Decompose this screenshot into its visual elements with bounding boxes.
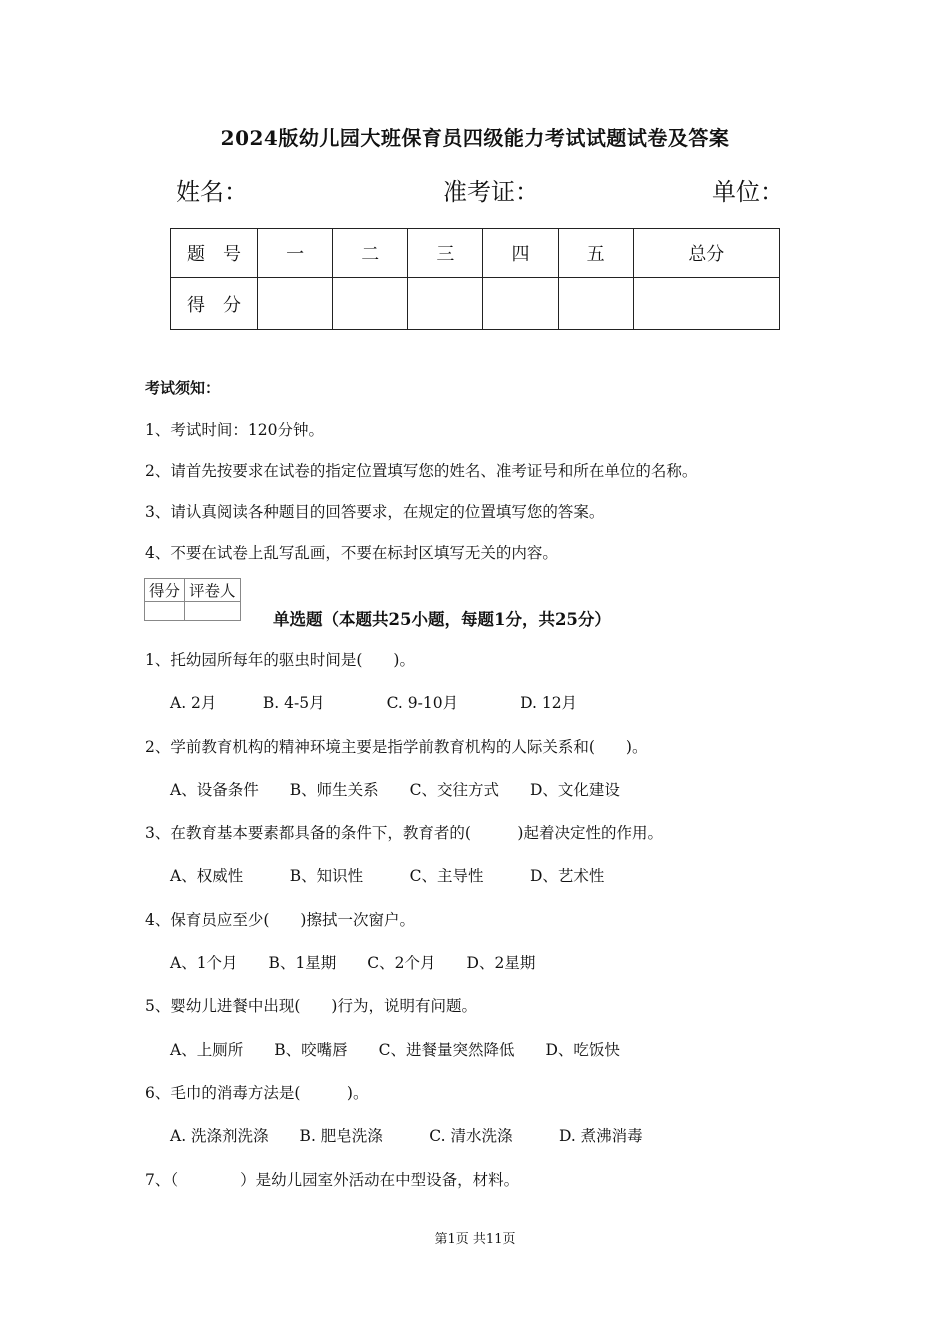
question-options: A. 洗涤剂洗涤 B. 肥皂洗涤 C. 清水洗涤 D. 煮沸消毒 [170,1127,643,1145]
score-header-cell: 一 [258,229,333,278]
question-options: A. 2月 B. 4-5月 C. 9-10月 D. 12月 [170,694,578,712]
score-header-cell: 二 [333,229,408,278]
question-options: A、权威性 B、知识性 C、主导性 D、艺术性 [170,867,605,885]
unit-field-label: 单位： [712,178,784,206]
ticket-field-label: 准考证： [443,178,539,206]
notice-title: 考试须知： [145,379,221,397]
score-header-cell: 总分 [633,229,779,278]
score-cell[interactable] [483,278,558,330]
score-header-cell: 四 [483,229,558,278]
score-cell[interactable] [333,278,408,330]
name-field-label: 姓名： [176,178,248,206]
question-text: 4、保育员应至少( )擦拭一次窗户。 [145,911,415,929]
grader-box [144,578,241,621]
question-text: 7、（ ）是幼儿园室外活动在中型设备，材料。 [145,1171,520,1189]
question-text: 1、托幼园所每年的驱虫时间是( )。 [145,651,415,669]
question-options: A、设备条件 B、师生关系 C、交往方式 D、文化建设 [170,781,620,799]
notice-item: 3、请认真阅读各种题目的回答要求，在规定的位置填写您的答案。 [145,503,605,521]
page-footer: 第1页 共11页 [434,1232,516,1247]
question-text: 2、学前教育机构的精神环境主要是指学前教育机构的人际关系和( )。 [145,738,648,756]
score-row-label: 得 分 [171,278,258,330]
grader-name-label: 评卷人 [185,579,241,602]
question-text: 6、毛巾的消毒方法是( )。 [145,1084,369,1102]
question-options: A、1个月 B、1星期 C、2个月 D、2星期 [170,954,536,972]
score-cell[interactable] [408,278,483,330]
question-options: A、上厕所 B、咬嘴唇 C、进餐量突然降低 D、吃饭快 [170,1041,620,1059]
score-cell[interactable] [633,278,779,330]
notice-item: 1、考试时间：120分钟。 [145,421,324,439]
score-table [170,228,780,330]
score-cell[interactable] [558,278,633,330]
notice-item: 4、不要在试卷上乱写乱画，不要在标封区填写无关的内容。 [145,544,558,562]
score-header-cell: 题 号 [171,229,258,278]
score-header-cell: 五 [558,229,633,278]
notice-item: 2、请首先按要求在试卷的指定位置填写您的姓名、准考证号和所在单位的名称。 [145,462,698,480]
section-title: 单选题（本题共25小题，每题1分，共25分） [273,610,611,629]
grader-name-cell[interactable] [185,602,241,621]
score-header-cell: 三 [408,229,483,278]
grader-score-cell[interactable] [145,602,185,621]
exam-title: 2024版幼儿园大班保育员四级能力考试试题试卷及答案 [220,126,730,150]
score-table-score-row [171,278,780,330]
score-cell[interactable] [258,278,333,330]
score-table-header-row [171,229,780,278]
grader-score-label: 得分 [145,579,185,602]
question-text: 5、婴幼儿进餐中出现( )行为，说明有问题。 [145,997,477,1015]
question-text: 3、在教育基本要素都具备的条件下，教育者的( )起着决定性的作用。 [145,824,663,842]
